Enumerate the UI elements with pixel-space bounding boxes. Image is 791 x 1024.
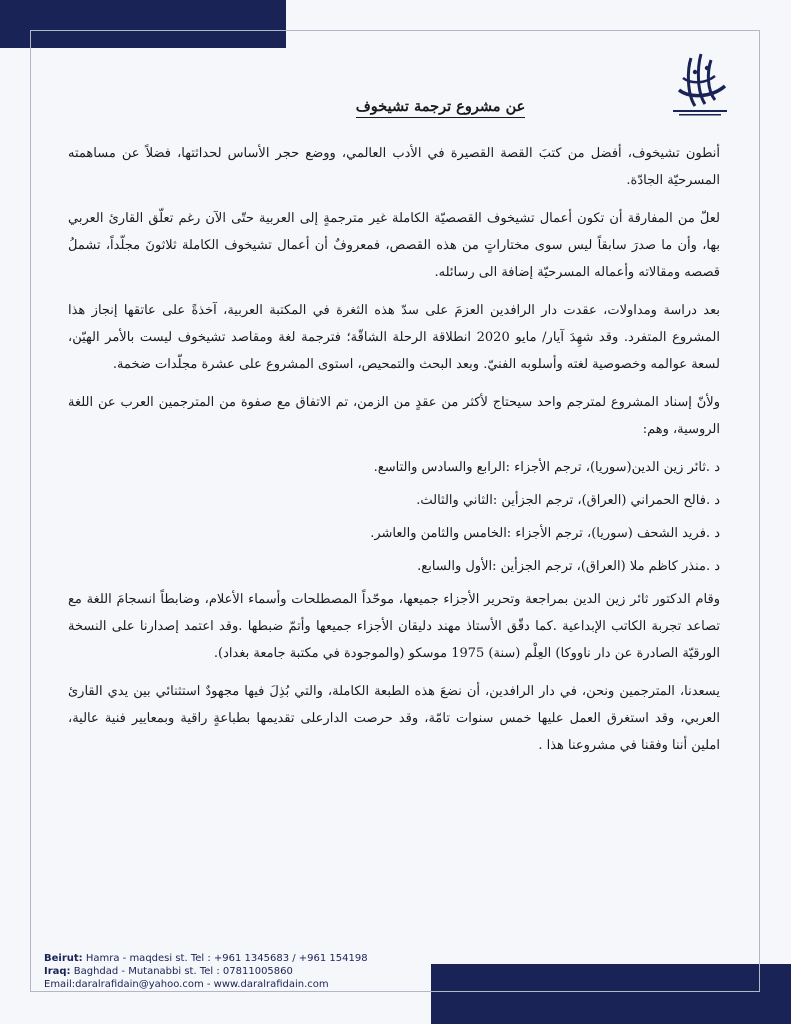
translator-item: د .فالح الحمراني (العراق)، ترجم الجزأين :الثاني والثالث.	[416, 493, 720, 508]
page-title	[0, 98, 791, 118]
translator-item: د .ثائر زين الدين(سوريا)، ترجم الأجزاء :الرابع والسادس والتاسع.	[373, 460, 720, 475]
footer-beirut-line	[44, 952, 368, 965]
translator-item: د .منذر كاظم ملا (العراق)، ترجم الجزأين :الأول والسابع.	[417, 559, 720, 574]
paragraph-translators-intro: ولأنّ إسناد المشروع لمترجم واحد سيحتاج لأكثر من عقدٍ من الزمن، تم الاتفاق مع صفوة من المترجمين العرب عن اللغة الروسية، وهم:	[68, 395, 720, 437]
footer-iraq-label: Iraq:	[44, 966, 71, 977]
footer-email-line[interactable]: Email:daralrafidain@yahoo.com - www.daralrafidain.com	[44, 979, 329, 990]
article-body	[68, 140, 720, 759]
footer-beirut-label: Beirut:	[44, 953, 83, 964]
paragraph-irony: لعلّ من المفارقة أن تكون أعمال تشيخوف القصصيّة الكاملة غير مترجمةٍ إلى العربية حتّى الآن رغم تعلّق القارئ العربي بها، وأن ما صدرَ سابقاً ليس سوى مختاراتٍ من هذه القصص، فمعروفٌ أن أعمال تشيخوف الكاملة ثلاثونَ مجلّداً، تشملُ قصصه ومقالاته وأعماله المسرحيّة إضافة الى رسائله.	[68, 211, 720, 280]
page-title-text: عن مشروع ترجمة تشيخوف	[356, 98, 526, 118]
footer-iraq-text: Baghdad - Mutanabbi st. Tel : 07811005860	[70, 966, 293, 977]
paragraph-editing: وقام الدكتور ثائر زين الدين بمراجعة وتحرير الأجزاء جميعها، موحّداً المصطلحات وأسماء الأعلام، وضابطاً انسجامَ اللغة مع تصاعد تجربة الكاتب الإبداعية .كما دقّق الأستاذ مهند دليقان الأجزاء جميعها وأتمّ ضبطها .وقد اعتمد إصدارنا على النسخة الورقيّة الصادرة عن دار ناووكا) العِلْم (سنة) 1975 موسكو (والموجودة في مكتبة جامعة بغداد).	[68, 592, 720, 661]
paragraph-project: بعد دراسة ومداولات، عقدت دار الرافدين العزمَ على سدّ هذه الثغرة في المكتبة العربية، آخذةً على عاتقها إنجاز هذا المشروع المتفرد. وقد شهِدَ آيار/ مايو 2020 انطلاقة الرحلة الشاقّة؛ فترجمة لغة ومقاصد تشيخوف ليست بالأمر الهيّن، لسعة عوالمه وخصوصية لغته وأسلوبه الفنيّ. وبعد البحث والتمحيص، استوى المشروع على عشرة مجلّدات ضخمة.	[68, 303, 721, 372]
paragraph-intro: أنطون تشيخوف، أفضل من كتبَ القصة القصيرة في الأدب العالمي، ووضع حجر الأساس لحداثتها، فضلاً عن مساهمته المسرحيّة الجادّة.	[68, 146, 720, 188]
footer-beirut-text: Hamra - maqdesi st. Tel : +961 1345683 / +961 154198	[82, 953, 368, 964]
contact-footer	[44, 952, 368, 991]
translator-item: د .فريد الشحف (سوريا)، ترجم الأجزاء :الخامس والثامن والعاشر.	[370, 526, 720, 541]
footer-iraq-line	[44, 965, 368, 978]
paragraph-closing: يسعدنا، المترجمين ونحن، في دار الرافدين، أن نضعَ هذه الطبعة الكاملة، والتي بُذِلَ فيها مجهودٌ استثنائي بين يدي القارئ العربي، وقد استغرق العمل عليها خمس سنوات تامّة، وقد حرصت الدارعلى تقديمها بطباعةٍ راقية وبمعايير فنية عالية، املين أننا وفقنا في مشروعنا هذا .	[68, 684, 721, 753]
